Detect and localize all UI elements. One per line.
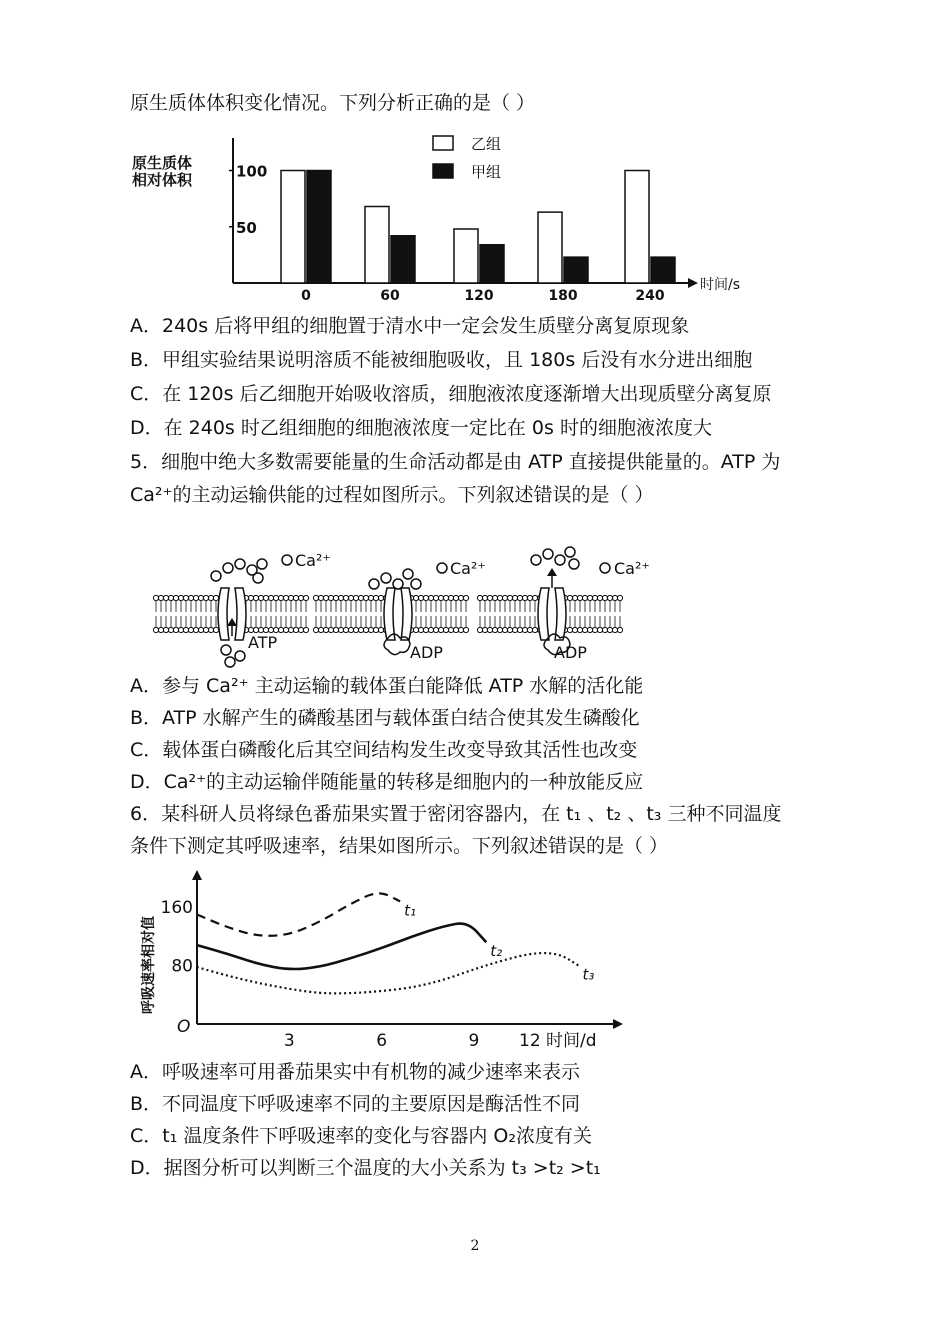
- series-label-1: t₂: [490, 942, 503, 961]
- panel-3: [531, 547, 650, 662]
- bar-ytick-label-0: 100: [236, 162, 268, 181]
- bar-jia-4: [651, 257, 675, 283]
- bar-xtick-label-3: 180: [548, 288, 578, 304]
- line-xtick-label-0: 3: [283, 1031, 295, 1048]
- carrier-protein-right-2: [555, 588, 566, 640]
- ion-label-3: Ca²⁺: [614, 559, 650, 578]
- q6-option-d: D．据图分析可以判断三个温度的大小关系为 t₃ >t₂ >t₁: [130, 1157, 601, 1179]
- respiration-rate-line-chart: [135, 868, 635, 1048]
- line-xlabel: 12 时间/d: [519, 1031, 597, 1048]
- carrier-protein-left-1: [384, 588, 395, 640]
- line-ylabel: 呼吸速率相对值: [141, 916, 157, 1014]
- line-ytick-label-0: 160: [160, 898, 193, 919]
- carrier-protein-left-0: [218, 588, 229, 640]
- bar-ylabel-line2: 相对体积: [132, 171, 193, 189]
- legend-swatch-1: [433, 164, 453, 178]
- page-number: 2: [470, 1238, 480, 1254]
- q5-option-d: D．Ca²⁺的主动运输伴随能量的转移是细胞内的一种放能反应: [130, 771, 644, 793]
- legend-label-1: 甲组: [471, 163, 502, 181]
- bar-jia-0: [307, 171, 331, 284]
- bar-xtick-label-1: 60: [380, 288, 400, 304]
- bar-yi-0: [281, 171, 305, 284]
- bar-yi-4: [625, 171, 649, 284]
- q6-stem-line2: 条件下测定其呼吸速率，结果如图所示。下列叙述错误的是（ ）: [130, 835, 669, 857]
- bar-yi-1: [365, 207, 389, 284]
- carrier-protein-right-0: [235, 588, 246, 640]
- bar-xlabel: 时间/s: [700, 277, 741, 293]
- line-x-arrow: [613, 1019, 623, 1029]
- q5-option-c: C．载体蛋白磷酸化后其空间结构发生改变导致其活性也改变: [130, 739, 638, 761]
- bar-xtick-label-4: 240: [635, 288, 665, 304]
- legend-swatch-0: [433, 136, 453, 150]
- bar-yi-2: [454, 229, 478, 283]
- atp-label: ATP: [248, 633, 278, 652]
- series-label-0: t₁: [404, 901, 416, 920]
- q6-option-c: C．t₁ 温度条件下呼吸速率的变化与容器内 O₂浓度有关: [130, 1125, 592, 1147]
- bar-xtick-label-2: 120: [464, 288, 494, 304]
- protoplast-volume-bar-chart: [128, 128, 778, 308]
- bar-xtick-label-0: 0: [301, 288, 311, 304]
- carrier-protein-left-2: [538, 588, 549, 640]
- q5-stem-line2: Ca²⁺的主动运输供能的过程如图所示。下列叙述错误的是（ ）: [130, 484, 654, 506]
- bar-yi-3: [538, 212, 562, 283]
- bar-jia-1: [391, 236, 415, 283]
- bar-jia-2: [480, 245, 504, 283]
- bar-x-arrow: [688, 278, 698, 288]
- q4-option-d: D．在 240s 时乙组细胞的细胞液浓度一定比在 0s 时的细胞液浓度大: [130, 417, 712, 439]
- line-xtick-label-2: 9: [468, 1031, 480, 1048]
- q4-option-c: C．在 120s 后乙细胞开始吸收溶质，细胞液浓度逐渐增大出现质壁分离复原: [130, 383, 772, 405]
- q4-option-b: B．甲组实验结果说明溶质不能被细胞吸收，且 180s 后没有水分进出细胞: [130, 349, 753, 371]
- bar-ylabel-line1: 原生质体: [132, 154, 193, 172]
- adp-label-2: ADP: [554, 643, 587, 662]
- legend-label-0: 乙组: [471, 135, 502, 153]
- ion-label-1: Ca²⁺: [295, 551, 331, 570]
- carrier-protein-right-1: [401, 588, 412, 640]
- line-origin-label: O: [177, 1017, 191, 1037]
- series-line-2: [197, 953, 579, 993]
- q5-option-a: A．参与 Ca²⁺ 主动运输的载体蛋白能降低 ATP 水解的活化能: [130, 675, 644, 697]
- q6-option-b: B．不同温度下呼吸速率不同的主要原因是酶活性不同: [130, 1093, 581, 1115]
- q6-option-a: A．呼吸速率可用番茄果实中有机物的减少速率来表示: [130, 1061, 580, 1083]
- ion-label-2: Ca²⁺: [450, 559, 486, 578]
- bar-ytick-label-1: 50: [236, 218, 257, 237]
- q6-stem-line1: 6．某科研人员将绿色番茄果实置于密闭容器内，在 t₁ 、t₂ 、t₃ 三种不同温度: [130, 803, 782, 825]
- line-y-arrow: [192, 870, 202, 880]
- calcium-transport-diagram: [150, 540, 670, 670]
- series-line-0: [197, 893, 400, 935]
- q4-stem: 原生质体体积变化情况。下列分析正确的是（ ）: [130, 92, 536, 114]
- line-xtick-label-1: 6: [376, 1031, 388, 1048]
- series-label-2: t₃: [582, 965, 595, 984]
- line-ytick-label-1: 80: [171, 956, 193, 977]
- q4-option-a: A．240s 后将甲组的细胞置于清水中一定会发生质壁分离复原现象: [130, 315, 690, 337]
- q5-stem-line1: 5．细胞中绝大多数需要能量的生命活动都是由 ATP 直接提供能量的。ATP 为: [130, 451, 781, 473]
- bar-jia-3: [564, 257, 588, 283]
- adp-label-1: ADP: [410, 643, 443, 662]
- q5-option-b: B．ATP 水解产生的磷酸基团与载体蛋白结合使其发生磷酸化: [130, 707, 640, 729]
